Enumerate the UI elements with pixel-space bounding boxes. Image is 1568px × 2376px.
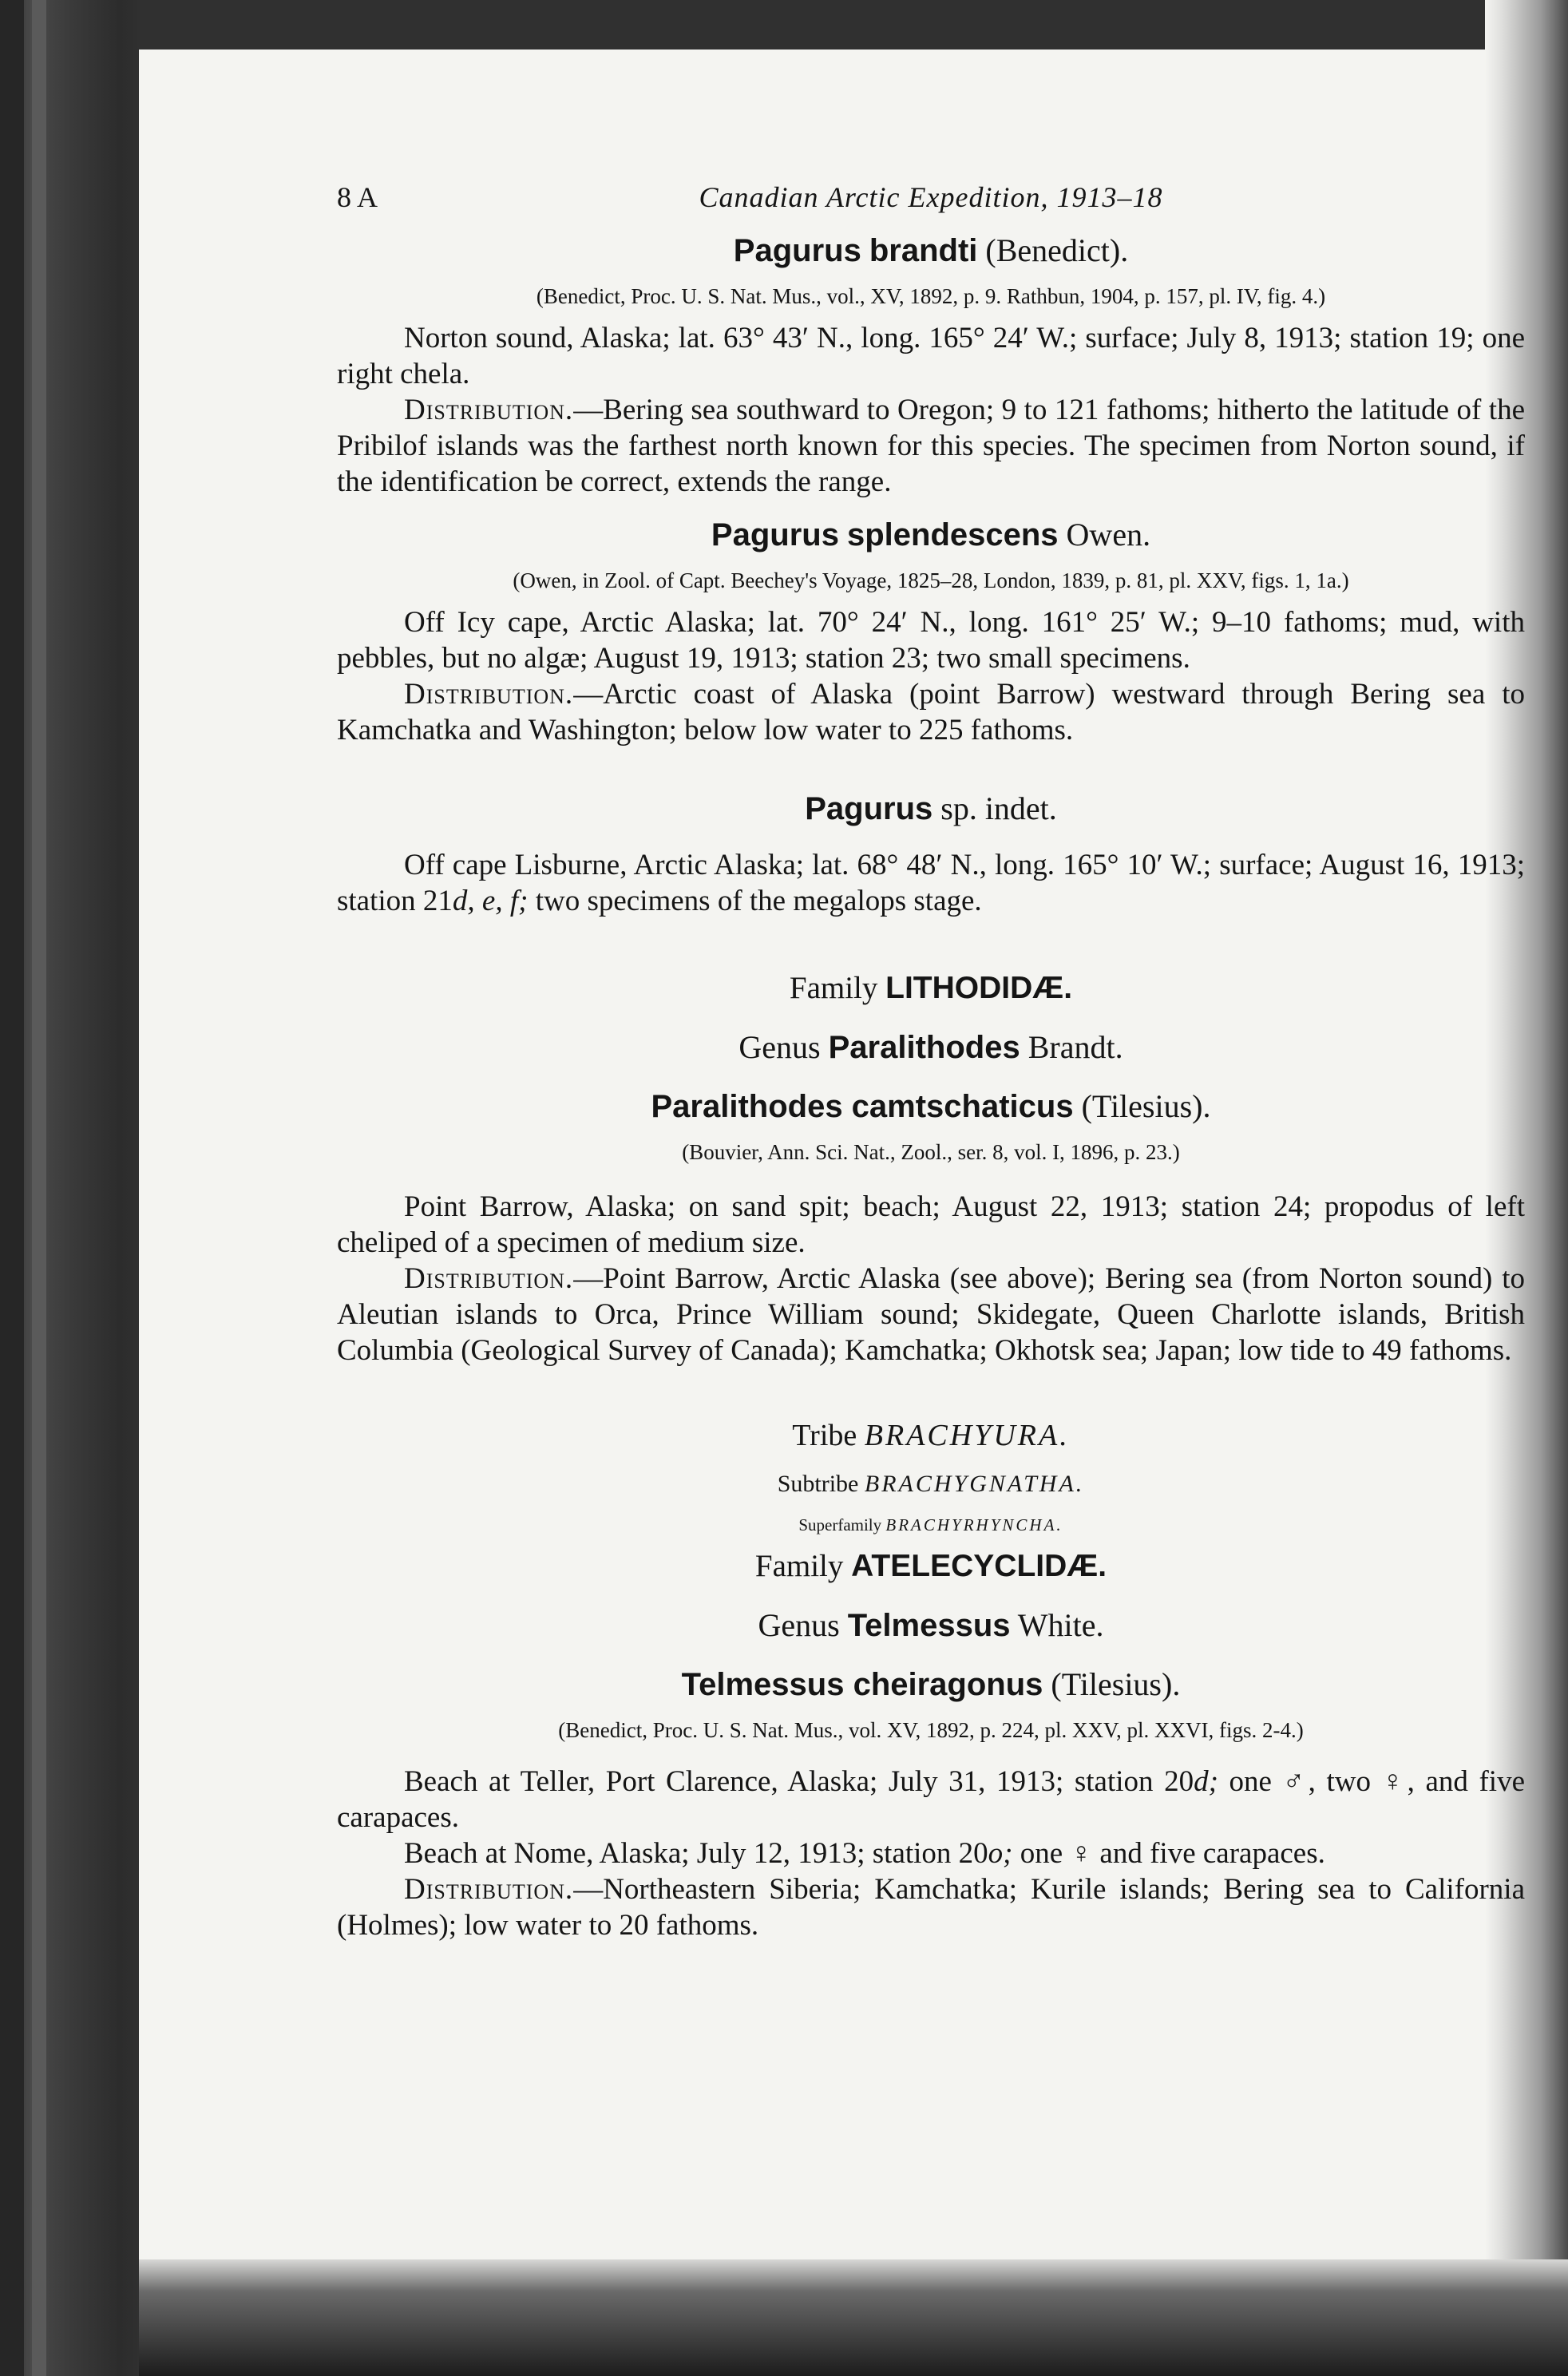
species-qualifier: sp. indet. (940, 790, 1057, 827)
species-heading-pagurus-sp-indet (337, 788, 1525, 830)
station-letter: o; (988, 1836, 1013, 1870)
bibliographic-reference: (Benedict, Proc. U. S. Nat. Mus., vol. XV, 1892, p. 224, pl. XXV, pl. XXVI, figs. 2-4.) (558, 1717, 1304, 1742)
bibliographic-reference: (Bouvier, Ann. Sci. Nat., Zool., ser. 8, vol. I, 1896, p. 23.) (682, 1139, 1180, 1164)
bibliographic-reference: (Benedict, Proc. U. S. Nat. Mus., vol., XV, 1892, p. 9. Rathbun, 1904, p. 157, pl. IV, fig. 4.) (536, 284, 1326, 308)
species-heading-telmessus-cheiragonus (337, 1664, 1525, 1705)
distribution-text: —Bering sea southward to Oregon; 9 to 121 fathoms; hitherto the latitude of the Pribilof islands was the farthest north known for this species. The specimen from Norton sound, if the identification be correct, extends the range. (337, 394, 1525, 499)
distribution-label: Distribution. (404, 678, 574, 711)
species-name: Pagurus (805, 791, 933, 827)
species-heading-pagurus-brandti (337, 230, 1525, 271)
subtribe-name: BRACHYGNATHA. (864, 1470, 1085, 1497)
species-name: Pagurus (711, 517, 839, 553)
occurrence-text: Beach at Teller, Port Clarence, Alaska; July 31, 1913; station 20 (404, 1764, 1194, 1798)
occurrence-text: Off cape Lisburne, Arctic Alaska; lat. 68° 48′ N., long. 165° 10′ W.; surface; August 16, 1913; station 21 (337, 849, 1525, 918)
species-heading-pagurus-splendescens (337, 514, 1525, 556)
species-author: (Tilesius). (1051, 1665, 1181, 1702)
family-heading-lithodidae (337, 968, 1525, 1009)
occurrence-paragraph: Off Icy cape, Arctic Alaska; lat. 70° 24′ N., long. 161° 25′ W.; 9–10 fathoms; mud, with pebbles, but no algæ; August 19, 1913; station 23; two small specimens. (337, 606, 1525, 675)
superfamily-heading (337, 1515, 1525, 1535)
genus-name: Telmessus (847, 1607, 1011, 1643)
distribution-paragraph (337, 1261, 1525, 1368)
superfamily-name: BRACHYRHYNCHA. (885, 1515, 1063, 1534)
running-header (337, 180, 1525, 224)
family-name: ATELECYCLIDÆ. (851, 1548, 1107, 1583)
distribution-label: Distribution. (404, 1261, 574, 1295)
family-name: LITHODIDÆ. (885, 971, 1073, 1006)
occurrence-paragraph (337, 847, 1525, 919)
distribution-paragraph (337, 1871, 1525, 1943)
station-letters: d, e, f; (452, 885, 529, 918)
distribution-text: —Point Barrow, Arctic Alaska (see above); Bering sea (from Norton sound) to Aleutian islands to Orca, Prince William sound; Skidegate, Queen Charlotte islands, British Columbia (Geological Survey of Canada); Kamchatka; Okhotsk sea; Japan; low tide to 49 fathoms. (337, 1261, 1525, 1367)
distribution-label: Distribution. (404, 394, 574, 427)
tribe-name: BRACHYURA. (864, 1418, 1070, 1452)
species-name: Telmessus cheiragonus (681, 1666, 1043, 1702)
occurrence-paragraph (337, 1835, 1525, 1871)
occurrence-text-end: one ♂, two ♀, and five carapaces. (337, 1764, 1525, 1834)
occurrence-paragraph (337, 1764, 1525, 1835)
genus-word: Genus (738, 1028, 821, 1065)
running-title: Canadian Arctic Expedition, 1913–18 (699, 181, 1163, 213)
species-name: Pagurus (733, 233, 861, 268)
bibliographic-reference: (Owen, in Zool. of Capt. Beechey's Voyage, 1825–28, London, 1839, p. 81, pl. XXV, figs. 1, 1a.) (513, 568, 1349, 593)
distribution-paragraph (337, 392, 1525, 500)
page-bottom-shadow (139, 2259, 1568, 2376)
genus-heading-paralithodes (337, 1027, 1525, 1068)
occurrence-text: Beach at Nome, Alaska; July 12, 1913; station 20 (404, 1836, 988, 1870)
subtribe-heading (337, 1471, 1525, 1498)
tribe-heading (337, 1418, 1525, 1453)
genus-author: White. (1017, 1606, 1104, 1643)
species-author: Owen. (1066, 517, 1151, 553)
occurrence-paragraph: Norton sound, Alaska; lat. 63° 43′ N., long. 165° 24′ W.; surface; July 8, 1913; station 19; one right chela. (337, 322, 1525, 391)
genus-heading-telmessus (337, 1605, 1525, 1646)
species-author: (Tilesius). (1081, 1087, 1211, 1124)
species-epithet: splendescens (846, 517, 1059, 553)
species-epithet: brandti (869, 233, 978, 268)
genus-name: Paralithodes (828, 1029, 1020, 1065)
genus-word: Genus (758, 1606, 840, 1643)
family-word: Family (789, 971, 878, 1006)
page-content (337, 180, 1525, 1943)
film-edge (0, 0, 24, 2376)
superfamily-word: Superfamily (798, 1515, 882, 1534)
distribution-label: Distribution. (404, 1872, 574, 1906)
station-letter: d; (1194, 1764, 1218, 1798)
film-edge-light (32, 0, 46, 2376)
occurrence-text-end: two specimens of the megalops stage. (528, 885, 982, 918)
genus-author: Brandt. (1028, 1028, 1123, 1065)
occurrence-paragraph: Point Barrow, Alaska; on sand spit; beach; August 22, 1913; station 24; propodus of left cheliped of a specimen of medium size. (337, 1190, 1525, 1259)
distribution-text: —Arctic coast of Alaska (point Barrow) westward through Bering sea to Kamchatka and Washington; below low water to 225 fathoms. (337, 678, 1525, 747)
tribe-word: Tribe (792, 1418, 857, 1452)
family-heading-atelecyclidae (337, 1546, 1525, 1587)
species-heading-paralithodes-camtschaticus (337, 1086, 1525, 1127)
species-name: Paralithodes camtschaticus (651, 1088, 1074, 1124)
subtribe-word: Subtribe (777, 1470, 859, 1497)
family-word: Family (754, 1548, 844, 1583)
occurrence-text-end: one ♀ and five carapaces. (1012, 1836, 1325, 1870)
page-number: 8 A (337, 181, 378, 213)
distribution-paragraph (337, 676, 1525, 748)
species-author: (Benedict). (985, 232, 1129, 268)
distribution-text: —Northeastern Siberia; Kamchatka; Kurile islands; Bering sea to California (Holmes); low water to 20 fathoms. (337, 1872, 1525, 1942)
